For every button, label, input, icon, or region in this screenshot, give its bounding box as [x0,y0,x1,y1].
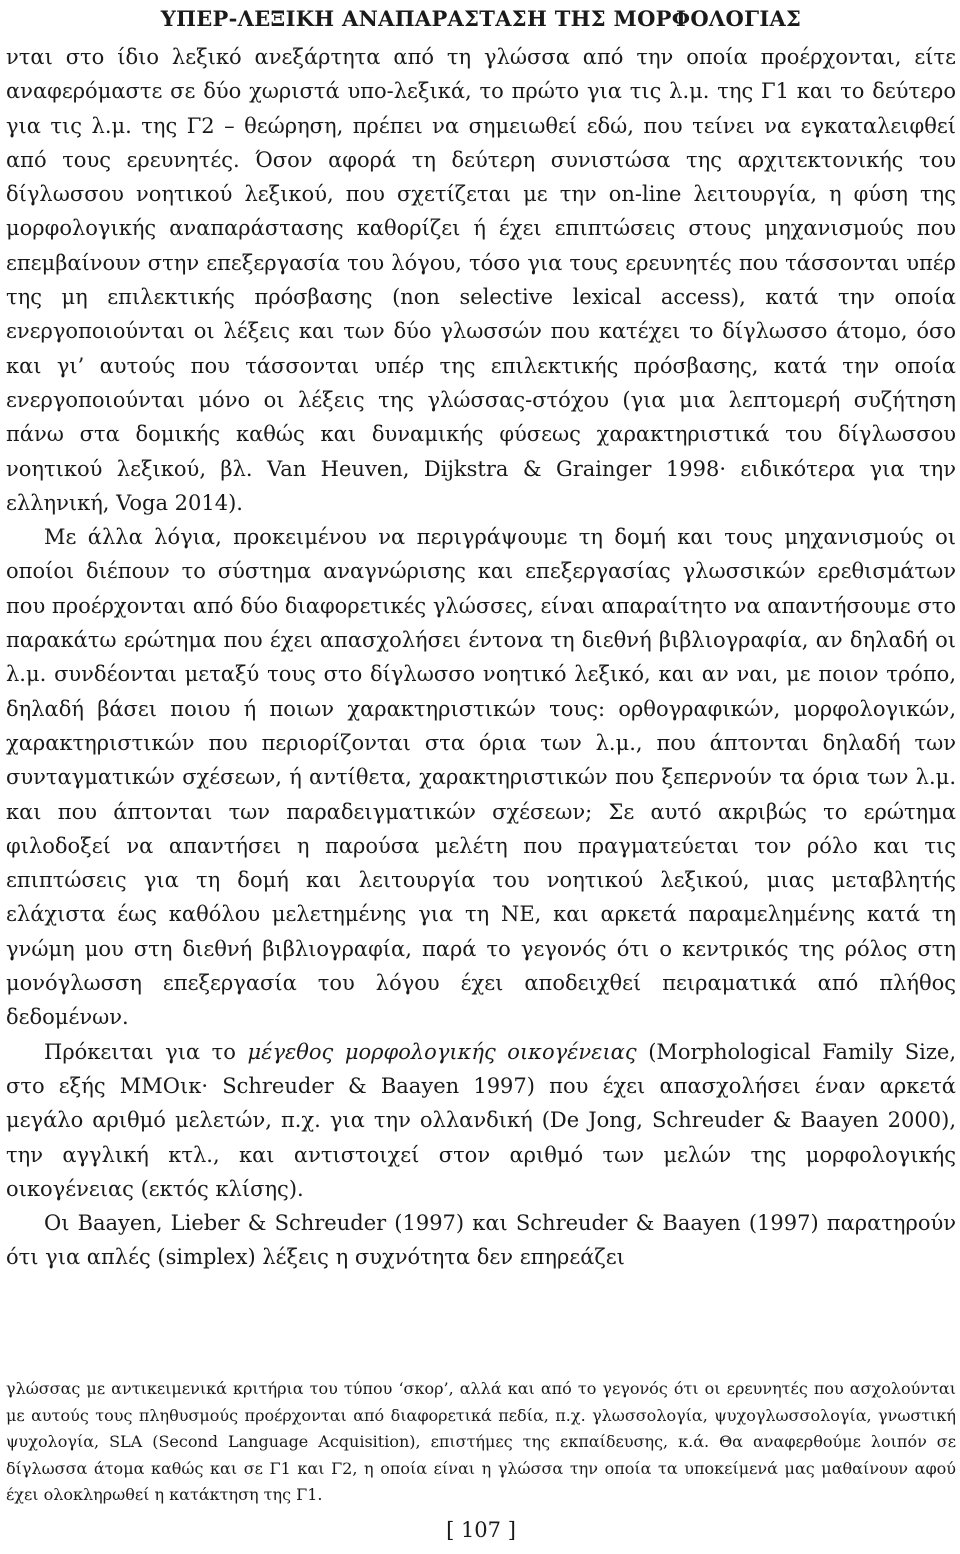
running-head: ΥΠΕΡ-ΛΕΞΙΚΗ ΑΝΑΠΑΡΑΣΤΑΣΗ ΤΗΣ ΜΟΡΦΟΛΟΓΙΑΣ [160,6,802,31]
book-page [6,0,956,1554]
paragraph-2: Με άλλα λόγια, προκειμένου να περιγράψουμε τη δομή και τους μηχανισμούς οι οποίοι διέπουν το σύστημα αναγνώρισης και επεξεργασίας γλωσσικών ερεθισμάτων που προέρχονται από δύο διαφορετικές γλώσσες, είναι απαραίτητο να απαντήσουμε στο παρακάτω ερώτημα που έχει απασχολήσει έντονα τη διεθνή βιβλιογραφία, αν δηλαδή οι λ.μ. συνδέονται μεταξύ τους στο δίγλωσσο νοητικό λεξικό, και αν ναι, με ποιον τρόπο, δηλαδή βάσει ποιου ή ποιων χαρακτηριστικών τους: ορθογραφικών, μορφολογικών, χαρακτηριστικών που περιορίζονται στα όρια των λ.μ., που άπτονται δηλαδή των συνταγματικών σχέσεων, ή αντίθετα, χαρακτηριστικών που ξεπερνούν τα όρια των λ.μ. και που άπτονται των παραδειγματικών σχέσεων; Σε αυτό ακριβώς το ερώτημα φιλοδοξεί να απαντήσει η παρούσα μελέτη που πραγματεύεται τον ρόλο και τις επιπτώσεις για τη δομή και λειτουργία του νοητικού λεξικού, μιας μεταβλητής ελάχιστα έως καθόλου μελετημένης για τη ΝΕ, και αρκετά παραμελημένης κατά τη γνώμη μου στη διεθνή βιβλιογραφία, παρά το γεγονός ότι ο κεντρικός της ρόλος στη μονόγλωσση επεξεργασία του λόγου έχει αποδειχθεί πειραματικά από πλήθος δεδομένων. [6,525,956,1030]
paragraph-1: νται στο ίδιο λεξικό ανεξάρτητα από τη γλώσσα από την οποία προέρχονται, είτε αναφερόμαστε σε δύο χωριστά υπο-λεξικά, το πρώτο για τις λ.μ. της Γ1 και το δεύτερο για τις λ.μ. της Γ2 – θεώρηση, πρέπει να σημειωθεί εδώ, που τείνει να εγκαταλειφθεί από τους ερευνητές. Όσον αφορά τη δεύτερη συνιστώσα της αρχιτεκτονικής του δίγλωσσου νοητικού λεξικού, που σχετίζεται με την on-line λειτουργία, η φύση της μορφολογικής αναπαράστασης καθορίζει ή έχει επιπτώσεις στους μηχανισμούς που επεμβαίνουν στην επεξεργασία του λόγου, τόσο για τους ερευνητές που τάσσονται υπέρ της μη επιλεκτικής πρόσβασης (non selective lexical access), κατά την οποία ενεργοποιούνται οι λέξεις και των δύο γλωσσών που κατέχει το δίγλωσσο άτομο, όσο και γι’ αυτούς που τάσσονται υπέρ της επιλεκτικής πρόσβασης, κατά την οποία ενεργοποιούνται μόνο οι λέξεις της γλώσσας-στόχου (για μια λεπτομερή συζήτηση πάνω στα δομικής καθώς και δυναμικής φύσεως χαρακτηριστικά του δίγλωσσου νοητικού λεξικού, βλ. Van Heuven, Dijkstra & Grainger 1998· ειδικότερα για την ελληνική, Voga 2014). [6,45,956,515]
footnotes [6,1376,956,1509]
footnote-continuation: γλώσσας με αντικειμενικά κριτήρια του τύπου ‘σκορ’, αλλά και από το γεγονός ότι οι ερευνητές που ασχολούνται με αυτούς τους πληθυσμούς προέρχονται από διαφορετικά πεδία, π.χ. γλωσσολογία, ψυχογλωσσολογία, γνωστική ψυχολογία, SLA (Second Language Acquisition), επιστήμες της εκπαίδευσης, κ.ά. Θα αναφερθούμε λοιπόν σε δίγλωσσα άτομα καθώς και σε Γ1 και Γ2, η οποία είναι η γλώσσα την οποία τα υποκείμενά μας μαθαίνουν αφού έχει ολοκληρωθεί η κατάκτηση της Γ1. [6,1379,956,1504]
page-number: [ 107 ] [446,1518,516,1542]
paragraph-3-rest: (Morphological Family Size, στο εξής ΜΜΟικ· Schreuder & Baayen 1997) που έχει απασχολήσει έναν αρκετά μεγάλο αριθμό μελετών, π.χ. για την ολλανδική (De Jong, Schreuder & Baayen 2000), την αγγλική κτλ., και αντιστοιχεί στον αριθμό των μελών της μορφολογικής οικογένειας (εκτός κλίσης). [6,1039,956,1201]
paragraph-4: Οι Baayen, Lieber & Schreuder (1997) και Schreuder & Baayen (1997) παρατηρούν ότι για απλές (simplex) λέξεις η συχνότητα δεν επηρεάζει [6,1211,956,1270]
body-text [6,40,956,1275]
paragraph-3 [6,1035,956,1206]
italic-term: μέγεθος μορφολογικής οικογένειας [247,1039,637,1064]
paragraph-3-lead: Πρόκειται για το [44,1039,248,1064]
